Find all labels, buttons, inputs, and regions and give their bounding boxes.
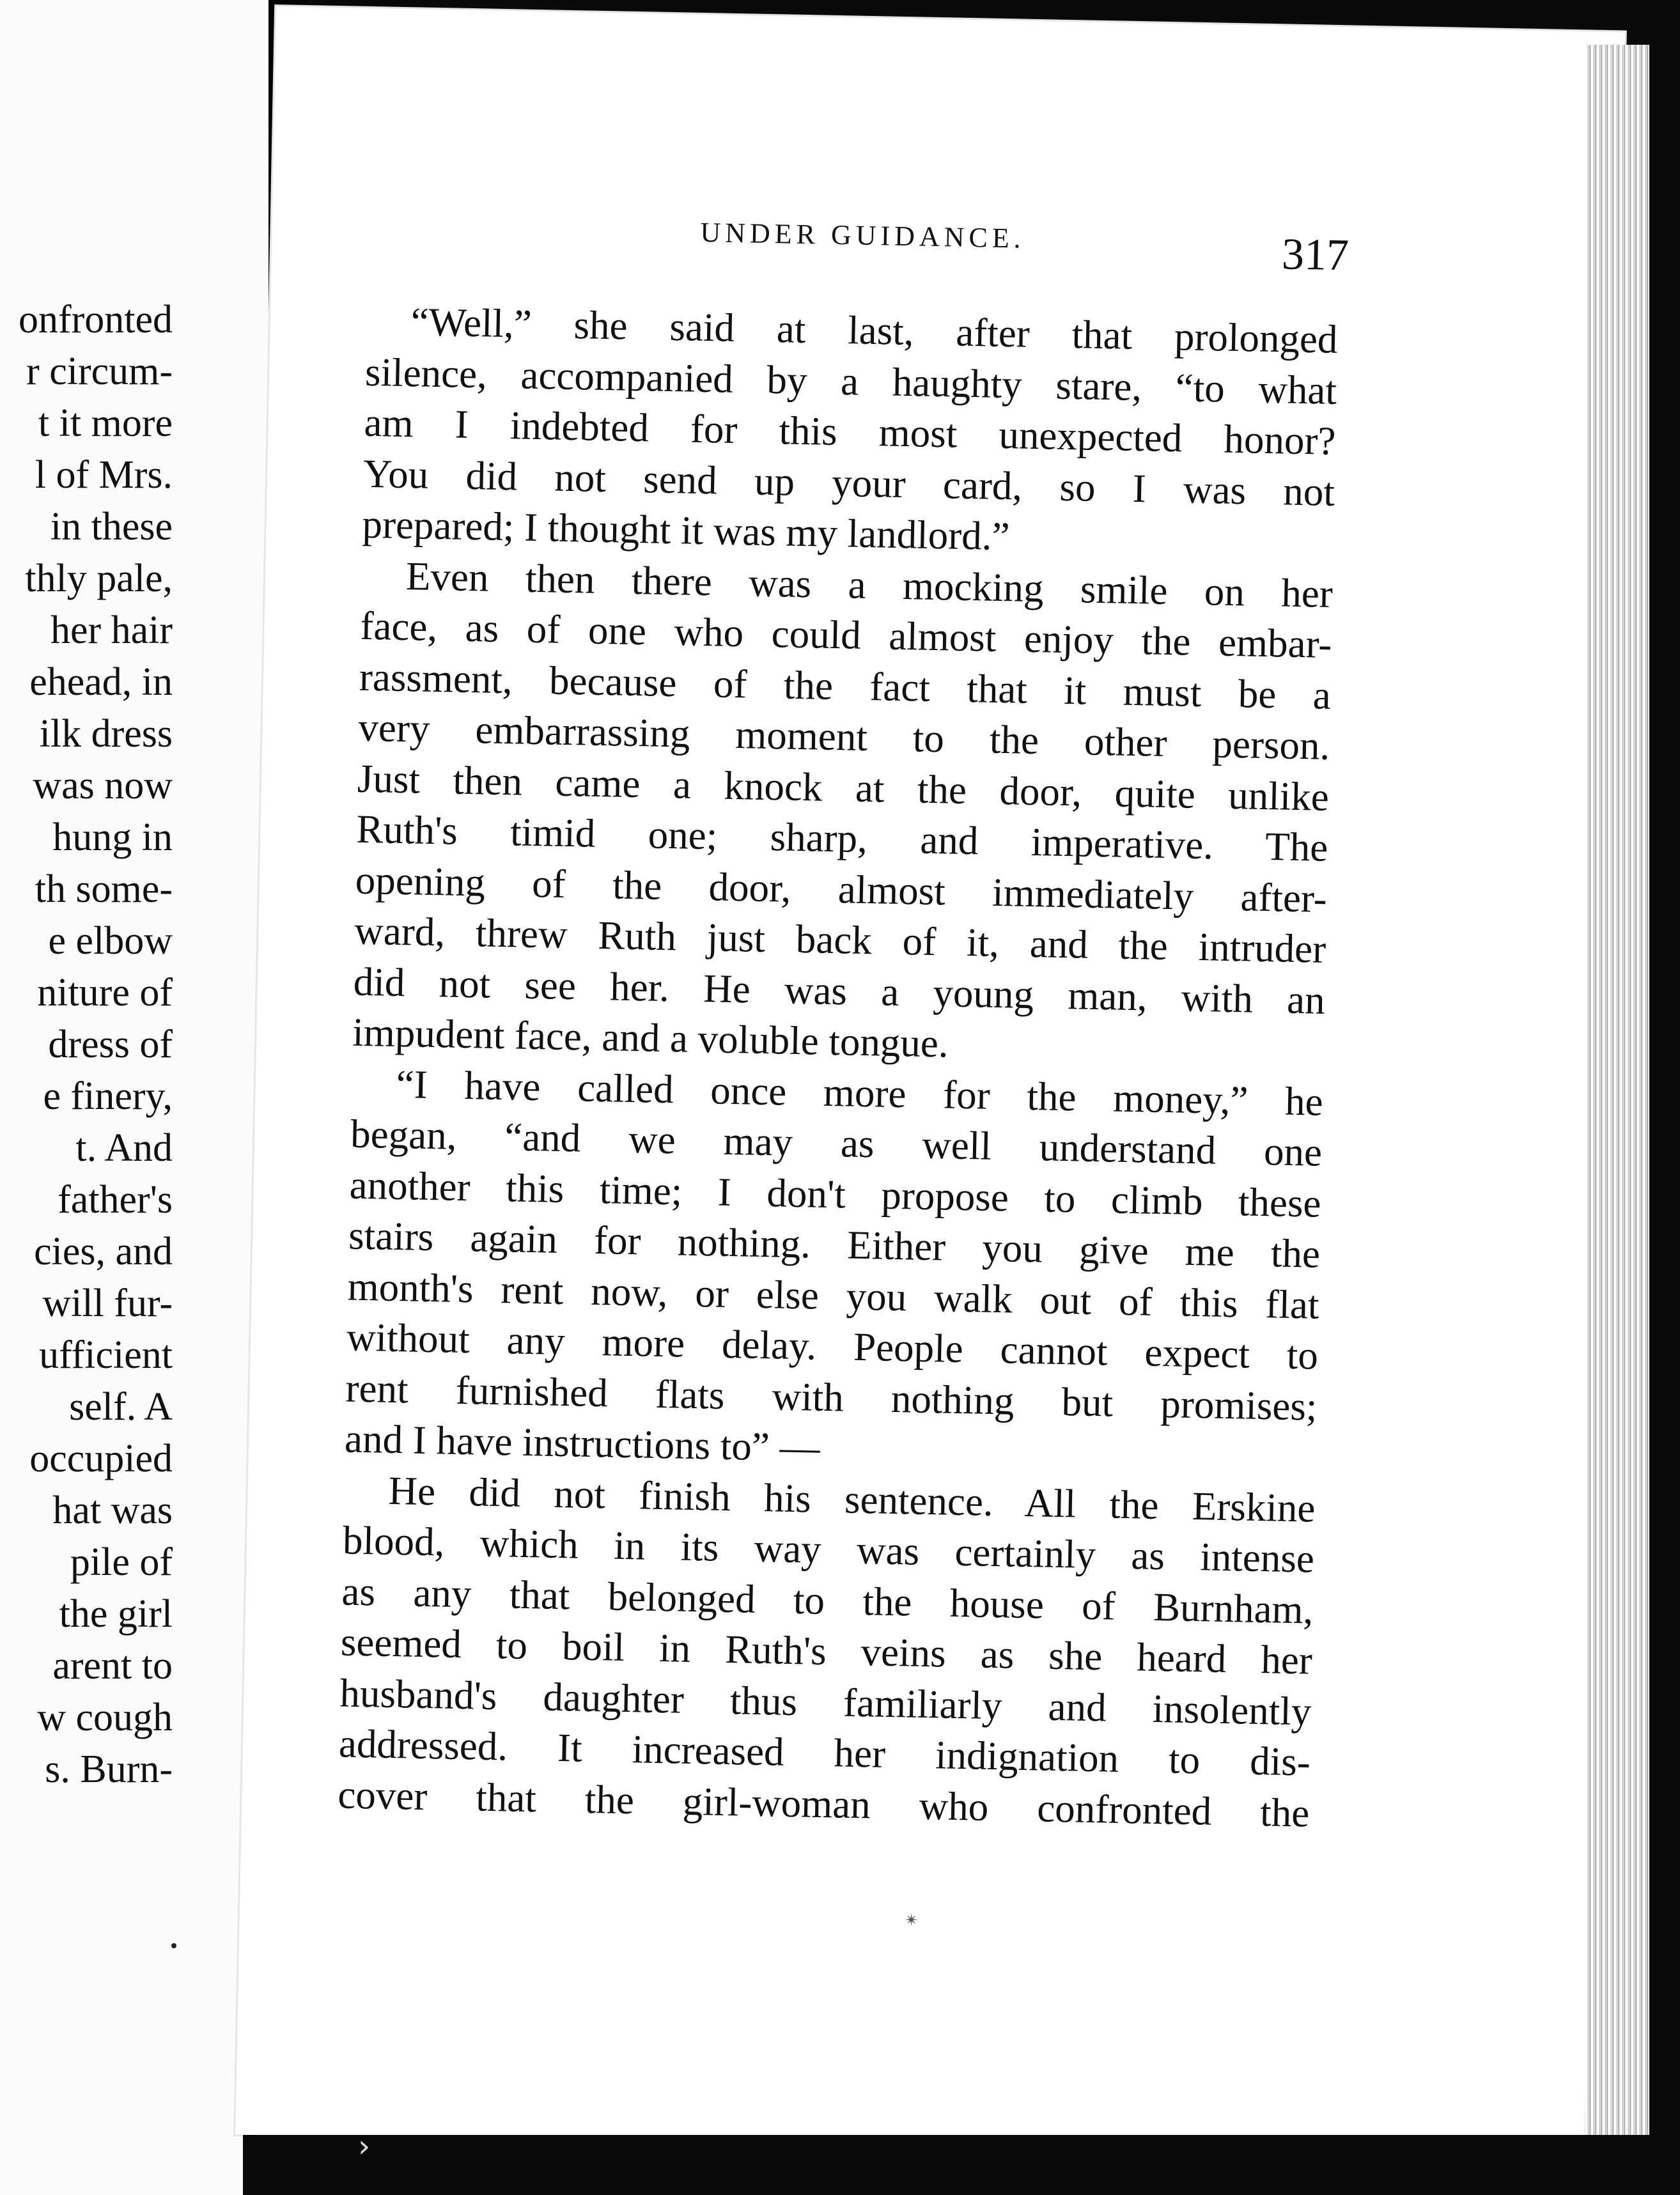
print-mark: ✴ [904,1911,919,1930]
text-line: and I have instructions to” — [344,1416,821,1470]
left-text-line: occupied [29,1437,173,1480]
left-text-line: the girl [59,1592,173,1636]
text-line: face, as of one who could almost enjoy the embar- [359,603,1332,667]
text-line: Just then came a knock at the door, quite unlike [357,756,1330,819]
text-line: cover that the girl-woman who confronted the [337,1771,1310,1836]
left-text-line: ehead, in [29,660,173,704]
page-number: 317 [1281,229,1349,281]
left-text-line: l of Mrs. [35,453,173,497]
text-line: Even then there was a mocking smile on her [405,553,1334,616]
book-bottom-edge [243,2135,1649,2195]
text-line: opening of the door, almost immediately after- [355,857,1328,921]
running-header: UNDER GUIDANCE. [700,216,1026,254]
text-line: month's rent now, or else you walk out of this flat [347,1264,1320,1328]
left-text-line: hat was [52,1489,173,1532]
text-line: Ruth's timid one; sharp, and imperative. The [355,806,1328,870]
text-line: stairs again for nothing. Either you give me the [348,1213,1321,1276]
left-text-line: niture of [37,971,173,1014]
text-line: without any more delay. People cannot expect to [346,1314,1319,1378]
body-text [338,296,1339,1839]
text-line: impudent face, and a voluble tongue. [352,1009,949,1066]
left-text-line: self. A [69,1385,173,1429]
text-line: began, “and we may as well understand one [350,1111,1323,1175]
left-text-line: s. Burn- [45,1748,173,1791]
left-text-line: ufficient [39,1333,173,1377]
left-page-fragment [0,0,268,2195]
text-line: “Well,” she said at last, after that prolonged [410,299,1339,362]
left-text-line: was now [33,764,173,807]
text-line: seemed to boil in Ruth's veins as she heard her [340,1619,1313,1683]
left-text-line: cies, and [34,1230,173,1273]
text-line: addressed. It increased her indignation to dis- [338,1721,1311,1785]
left-text-line: e finery, [43,1074,173,1118]
left-text-line: in these [50,505,173,548]
main-page [235,6,1625,2160]
left-text-line: w cough [37,1696,173,1739]
text-line: very embarrassing moment to the other person. [357,704,1330,768]
text-line: He did not finish his sentence. All the Erskine [387,1468,1316,1531]
ink-speck [171,1943,176,1948]
left-text-line: will fur- [42,1282,173,1325]
left-text-line: ilk dress [39,712,173,756]
text-line: silence, accompanied by a haughty stare, “to what [364,349,1337,413]
text-line: as any that belonged to the house of Burnham, [341,1568,1314,1633]
text-line: You did not send up your card, so I was not [362,451,1335,515]
left-text-line: t. And [75,1126,173,1170]
text-line: “I have called once more for the money,” he [396,1061,1324,1124]
corner-mark: › [358,2129,371,2164]
left-text-line: dress of [48,1023,173,1066]
text-line: prepared; I thought it was my landlord.” [361,501,1011,559]
text-line: am I indebted for this most unexpected honor? [364,399,1337,463]
left-text-line: hung in [52,816,173,859]
book-cover-edge [1649,58,1680,2160]
left-text-line: father's [58,1178,173,1222]
text-line: husband's daughter thus familiarly and insolently [339,1670,1312,1734]
text-line: rent furnished flats with nothing but promises; [345,1365,1318,1429]
text-line: blood, which in its way was certainly as intense [342,1517,1315,1581]
text-line: another this time; I don't propose to climb these [349,1162,1322,1226]
left-page-text [19,294,173,1796]
left-text-line: e elbow [48,919,173,963]
text-line: rassment, because of the fact that it must be a [359,654,1332,718]
text-line: ward, threw Ruth just back of it, and the intruder [354,908,1326,972]
text-line: did not see her. He was a young man, with an [353,959,1326,1023]
left-text-line: thly pale, [25,557,173,600]
left-text-line: r circum- [26,350,173,393]
page-edges [1585,45,1649,2141]
left-text-line: arent to [52,1644,173,1687]
left-text-line: onfronted [18,298,173,341]
left-text-line: t it more [38,401,173,445]
left-text-line: th some- [35,867,173,911]
left-text-line: pile of [70,1540,173,1584]
left-text-line: her hair [50,609,173,652]
